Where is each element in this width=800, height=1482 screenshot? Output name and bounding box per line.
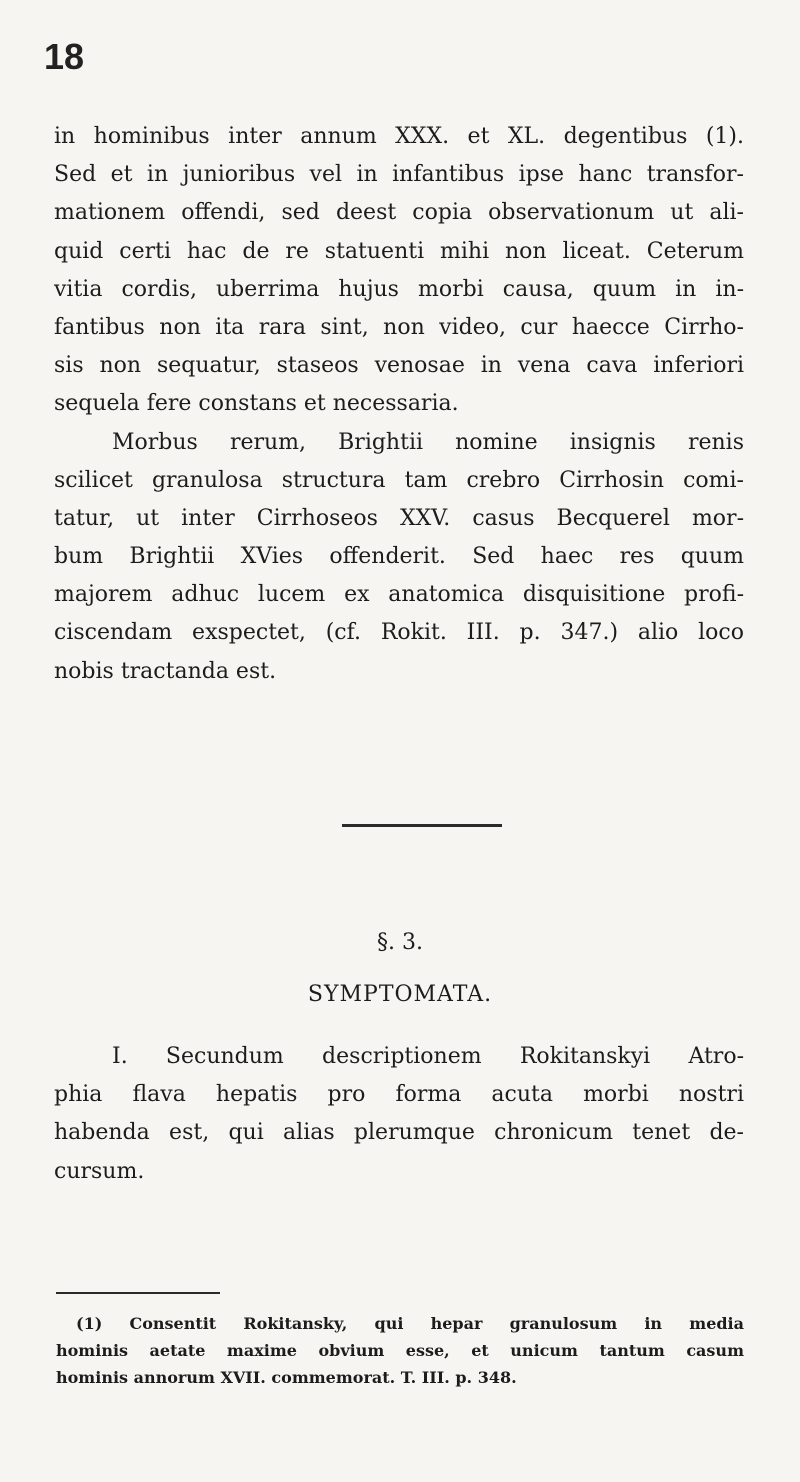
text-line: Morbus rerum, Brightii nomine insignis renis (112, 429, 744, 455)
text-line: bum Brightii XVies offenderit. Sed haec res quum (54, 544, 744, 570)
section-divider (342, 824, 502, 827)
paragraph-block-bottom (54, 1038, 744, 1191)
footnote-line: (1) Consentit Rokitansky, qui hepar granulosum in media (76, 1314, 744, 1333)
footnote-divider (56, 1292, 220, 1294)
text-line: Sed et in junioribus vel in infantibus ipse hanc transfor- (54, 162, 744, 188)
footnote-line: hominis aetate maxime obvium esse, et unicum tantum casum (56, 1341, 744, 1360)
text-line: sequela fere constans et necessaria. (54, 391, 459, 417)
text-line: I. Secundum descriptionem Rokitanskyi Atro- (112, 1044, 744, 1069)
text-line: vitia cordis, uberrima hujus morbi causa, quum in in- (54, 276, 744, 302)
page-number: 18 (44, 36, 85, 77)
text-line: nobis tractanda est. (54, 658, 277, 684)
text-line: habenda est, qui alias plerumque chronicum tenet de- (54, 1120, 744, 1146)
text-line: fantibus non ita rara sint, non video, cur haecce Cirrho- (54, 314, 744, 340)
text-line: majorem adhuc lucem ex anatomica disquisitione profi- (54, 582, 744, 608)
text-line: cursum. (54, 1158, 145, 1184)
footnote-block (56, 1310, 744, 1391)
text-line: ciscendam exspectet, (cf. Rokit. III. p. 347.) alio loco (54, 620, 744, 646)
text-line: quid certi hac de re statuenti mihi non liceat. Ceterum (54, 238, 744, 264)
text-line: in hominibus inter annum XXX. et XL. degentibus (1). (54, 124, 744, 149)
text-line: scilicet granulosa structura tam crebro Cirrhosin comi- (54, 467, 744, 493)
text-line: sis non sequatur, staseos venosae in vena cava inferiori (54, 353, 744, 379)
section-number: §. 3. (377, 930, 423, 955)
text-line: tatur, ut inter Cirrhoseos XXV. casus Becquerel mor- (54, 505, 744, 531)
footnote-line: hominis annorum XVII. commemorat. T. III. p. 348. (56, 1368, 517, 1387)
paragraph-block-top (54, 118, 744, 691)
text-line: phia flava hepatis pro forma acuta morbi nostri (54, 1082, 744, 1108)
section-title: SYMPTOMATA. (307, 982, 493, 1007)
text-line: mationem offendi, sed deest copia observationum ut ali- (54, 200, 744, 226)
